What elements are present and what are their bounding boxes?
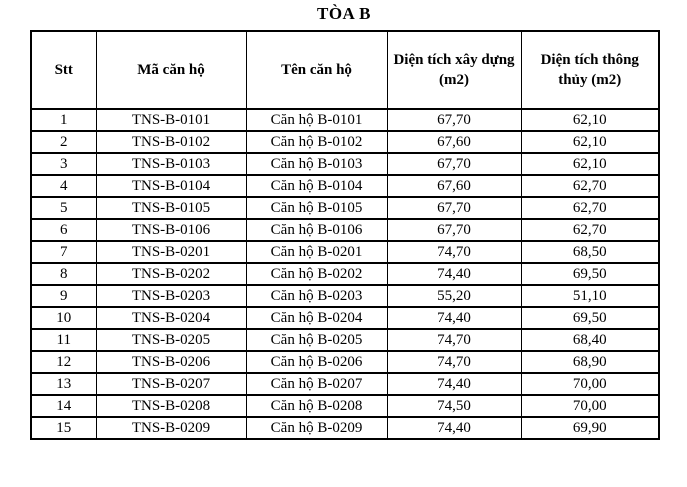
stt-cell: 13 bbox=[31, 373, 96, 395]
stt-cell: 14 bbox=[31, 395, 96, 417]
net-area-cell: 69,90 bbox=[521, 417, 659, 439]
built-area-cell: 74,50 bbox=[387, 395, 521, 417]
built-area-cell: 74,40 bbox=[387, 263, 521, 285]
net-area-cell: 70,00 bbox=[521, 373, 659, 395]
stt-cell: 12 bbox=[31, 351, 96, 373]
table-row bbox=[31, 285, 659, 307]
units-table bbox=[30, 30, 660, 440]
built-area-cell: 74,70 bbox=[387, 241, 521, 263]
net-area-cell: 62,10 bbox=[521, 153, 659, 175]
table-row bbox=[31, 307, 659, 329]
column-header-stt: Stt bbox=[31, 31, 96, 109]
unit-code-cell: TNS-B-0206 bbox=[96, 351, 246, 373]
unit-name-cell: Căn hộ B-0202 bbox=[246, 263, 387, 285]
column-header-unit-code: Mã căn hộ bbox=[96, 31, 246, 109]
net-area-cell: 69,50 bbox=[521, 307, 659, 329]
table-row bbox=[31, 417, 659, 439]
unit-code-cell: TNS-B-0106 bbox=[96, 219, 246, 241]
built-area-cell: 67,60 bbox=[387, 175, 521, 197]
table-row bbox=[31, 219, 659, 241]
unit-name-cell: Căn hộ B-0201 bbox=[246, 241, 387, 263]
unit-name-cell: Căn hộ B-0103 bbox=[246, 153, 387, 175]
net-area-cell: 62,70 bbox=[521, 219, 659, 241]
built-area-cell: 74,40 bbox=[387, 373, 521, 395]
unit-name-cell: Căn hộ B-0208 bbox=[246, 395, 387, 417]
stt-cell: 2 bbox=[31, 131, 96, 153]
unit-code-cell: TNS-B-0105 bbox=[96, 197, 246, 219]
unit-name-cell: Căn hộ B-0204 bbox=[246, 307, 387, 329]
unit-code-cell: TNS-B-0201 bbox=[96, 241, 246, 263]
unit-name-cell: Căn hộ B-0207 bbox=[246, 373, 387, 395]
table-row bbox=[31, 395, 659, 417]
built-area-cell: 55,20 bbox=[387, 285, 521, 307]
unit-name-cell: Căn hộ B-0209 bbox=[246, 417, 387, 439]
built-area-cell: 67,70 bbox=[387, 197, 521, 219]
net-area-cell: 62,10 bbox=[521, 131, 659, 153]
table-body bbox=[31, 109, 659, 439]
built-area-cell: 74,70 bbox=[387, 351, 521, 373]
table-header bbox=[31, 31, 659, 109]
built-area-cell: 67,70 bbox=[387, 109, 521, 131]
unit-name-cell: Căn hộ B-0102 bbox=[246, 131, 387, 153]
unit-code-cell: TNS-B-0102 bbox=[96, 131, 246, 153]
net-area-cell: 62,70 bbox=[521, 175, 659, 197]
stt-cell: 4 bbox=[31, 175, 96, 197]
unit-code-cell: TNS-B-0104 bbox=[96, 175, 246, 197]
net-area-cell: 68,40 bbox=[521, 329, 659, 351]
stt-cell: 10 bbox=[31, 307, 96, 329]
net-area-cell: 51,10 bbox=[521, 285, 659, 307]
unit-name-cell: Căn hộ B-0203 bbox=[246, 285, 387, 307]
stt-cell: 3 bbox=[31, 153, 96, 175]
table-row bbox=[31, 373, 659, 395]
unit-name-cell: Căn hộ B-0206 bbox=[246, 351, 387, 373]
table-row bbox=[31, 175, 659, 197]
unit-code-cell: TNS-B-0203 bbox=[96, 285, 246, 307]
document-page bbox=[30, 4, 658, 440]
unit-name-cell: Căn hộ B-0101 bbox=[246, 109, 387, 131]
built-area-cell: 67,70 bbox=[387, 219, 521, 241]
stt-cell: 15 bbox=[31, 417, 96, 439]
column-header-unit-name: Tên căn hộ bbox=[246, 31, 387, 109]
stt-cell: 5 bbox=[31, 197, 96, 219]
net-area-cell: 70,00 bbox=[521, 395, 659, 417]
built-area-cell: 67,70 bbox=[387, 153, 521, 175]
unit-code-cell: TNS-B-0101 bbox=[96, 109, 246, 131]
unit-code-cell: TNS-B-0207 bbox=[96, 373, 246, 395]
stt-cell: 6 bbox=[31, 219, 96, 241]
column-header-net-area: Diện tích thông thủy (m2) bbox=[521, 31, 659, 109]
unit-code-cell: TNS-B-0204 bbox=[96, 307, 246, 329]
stt-cell: 9 bbox=[31, 285, 96, 307]
unit-name-cell: Căn hộ B-0205 bbox=[246, 329, 387, 351]
unit-code-cell: TNS-B-0209 bbox=[96, 417, 246, 439]
unit-name-cell: Căn hộ B-0104 bbox=[246, 175, 387, 197]
unit-name-cell: Căn hộ B-0106 bbox=[246, 219, 387, 241]
table-row bbox=[31, 241, 659, 263]
unit-code-cell: TNS-B-0205 bbox=[96, 329, 246, 351]
built-area-cell: 67,60 bbox=[387, 131, 521, 153]
net-area-cell: 62,10 bbox=[521, 109, 659, 131]
net-area-cell: 62,70 bbox=[521, 197, 659, 219]
stt-cell: 8 bbox=[31, 263, 96, 285]
built-area-cell: 74,70 bbox=[387, 329, 521, 351]
net-area-cell: 68,50 bbox=[521, 241, 659, 263]
stt-cell: 1 bbox=[31, 109, 96, 131]
stt-cell: 7 bbox=[31, 241, 96, 263]
net-area-cell: 68,90 bbox=[521, 351, 659, 373]
column-header-built-area: Diện tích xây dựng (m2) bbox=[387, 31, 521, 109]
table-row bbox=[31, 329, 659, 351]
unit-name-cell: Căn hộ B-0105 bbox=[246, 197, 387, 219]
built-area-cell: 74,40 bbox=[387, 307, 521, 329]
unit-code-cell: TNS-B-0208 bbox=[96, 395, 246, 417]
table-row bbox=[31, 263, 659, 285]
stt-cell: 11 bbox=[31, 329, 96, 351]
table-row bbox=[31, 131, 659, 153]
header-row bbox=[31, 31, 659, 109]
page-title: TÒA B bbox=[317, 4, 371, 23]
net-area-cell: 69,50 bbox=[521, 263, 659, 285]
unit-code-cell: TNS-B-0202 bbox=[96, 263, 246, 285]
unit-code-cell: TNS-B-0103 bbox=[96, 153, 246, 175]
table-row bbox=[31, 351, 659, 373]
table-row bbox=[31, 109, 659, 131]
table-row bbox=[31, 197, 659, 219]
table-row bbox=[31, 153, 659, 175]
built-area-cell: 74,40 bbox=[387, 417, 521, 439]
